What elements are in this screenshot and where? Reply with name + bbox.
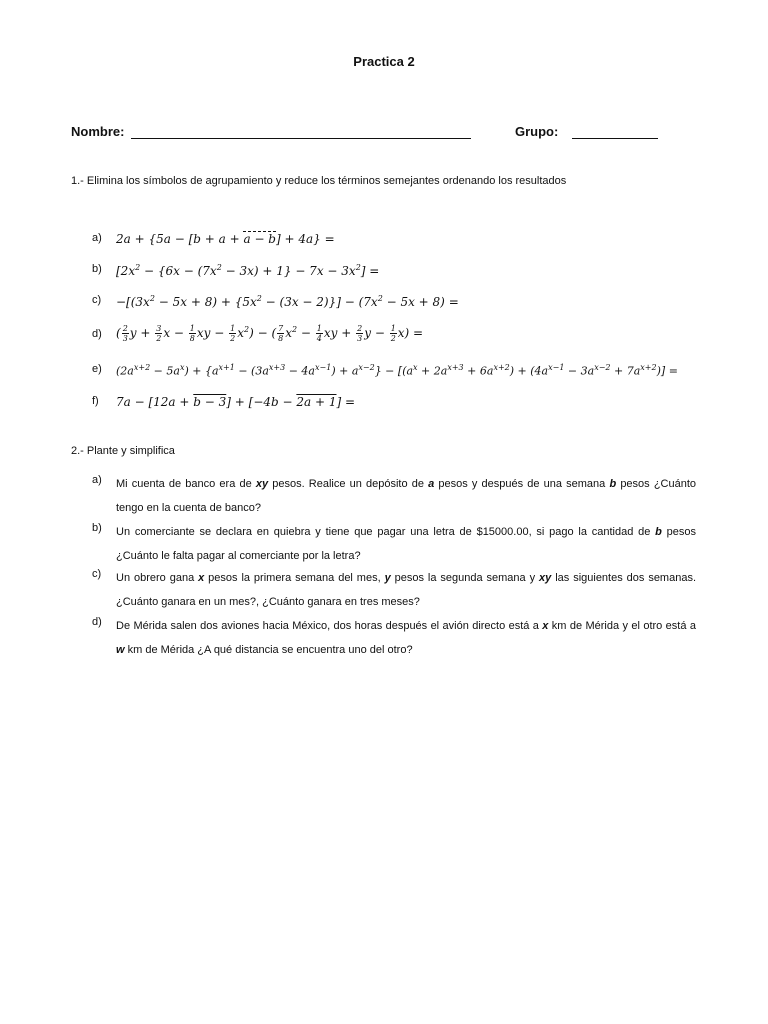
item-letter: f) [92, 395, 99, 407]
item-letter: d) [92, 328, 102, 340]
expression: $[2x^2 - \{6x - (7x^2 - 3x) + 1\} - 7x - 3x^2]$ = [116, 263, 380, 278]
expression: $-[(3x^2 - 5x + 8) + \{5x^2 - (3x - 2)\}] - (7x^2 - 5x + 8)$ = [116, 294, 459, 309]
grupo-blank-line [572, 124, 658, 139]
name-group-row [71, 124, 691, 144]
item-letter: c) [92, 294, 102, 306]
item-letter: a) [92, 232, 102, 244]
item-letter: d) [92, 616, 102, 628]
problem-text: Un obrero gana x pesos la primera semana del mes, y pesos la segunda semana y xy las siguientes dos semanas. ¿Cuánto ganara en un mes?, ¿Cuánto ganara en tres meses? [116, 572, 697, 608]
question-2-prompt: 2.- Plante y simplifica [71, 445, 175, 457]
problem-text: Un comerciante se declara en quiebra y tiene que pagar una letra de $15000.00, si pago la cantidad de b pesos ¿Cuánto le falta pagar al comerciante por la letra? [116, 526, 696, 562]
expression: 2a + {5a − [b + a + a − b] + 4a} = [116, 232, 335, 246]
item-letter: e) [92, 363, 102, 375]
expression: ( $\frac{2}{3}$ y + $\frac{3}{2}$ x − $\frac{1}{8}$ xy − $\frac{1}{2}$ $x^2$) − ( $\frac{7}{8}$ $x^2$ − $\frac{1}{4}$ xy + $\frac{2}{3}$ y − $\frac{1}{2}$ x) = [116, 324, 424, 343]
expression: $(2a^{x+2} - 5a^x) + \{a^{x+1} - (3a^{x+3} - 4a^{x-1}) + a^{x-2}\} - [(a^x + 2a^{x+3} + 6a^{x+2}) + (4a^{x-1} - 3a^{x-2} + 7a^{x+2})]$ = [116, 363, 678, 378]
item-letter: b) [92, 522, 102, 534]
question-1-prompt: 1.- Elimina los símbolos de agrupamiento y reduce los términos semejantes ordenando los resultados [71, 175, 567, 187]
grupo-label: Grupo: [515, 124, 559, 139]
page-title: Practica 2 [353, 54, 415, 69]
nombre-blank-line [131, 124, 471, 139]
nombre-label: Nombre: [71, 124, 125, 139]
problem-text: De Mérida salen dos aviones hacia México, dos horas después el avión directo está a x km de Mérida y el otro está a w km de Mérida ¿A qué distancia se encuentra uno del otro? [116, 620, 696, 656]
item-letter: a) [92, 474, 102, 486]
problem-text: Mi cuenta de banco era de xy pesos. Realice un depósito de a pesos y después de una semana b pesos ¿Cuánto tengo en la cuenta de banco? [116, 478, 697, 514]
item-letter: c) [92, 568, 102, 580]
item-letter: b) [92, 263, 102, 275]
expression: 7a − [12a + b − 3] + [−4b − 2a + 1] = [116, 395, 356, 409]
